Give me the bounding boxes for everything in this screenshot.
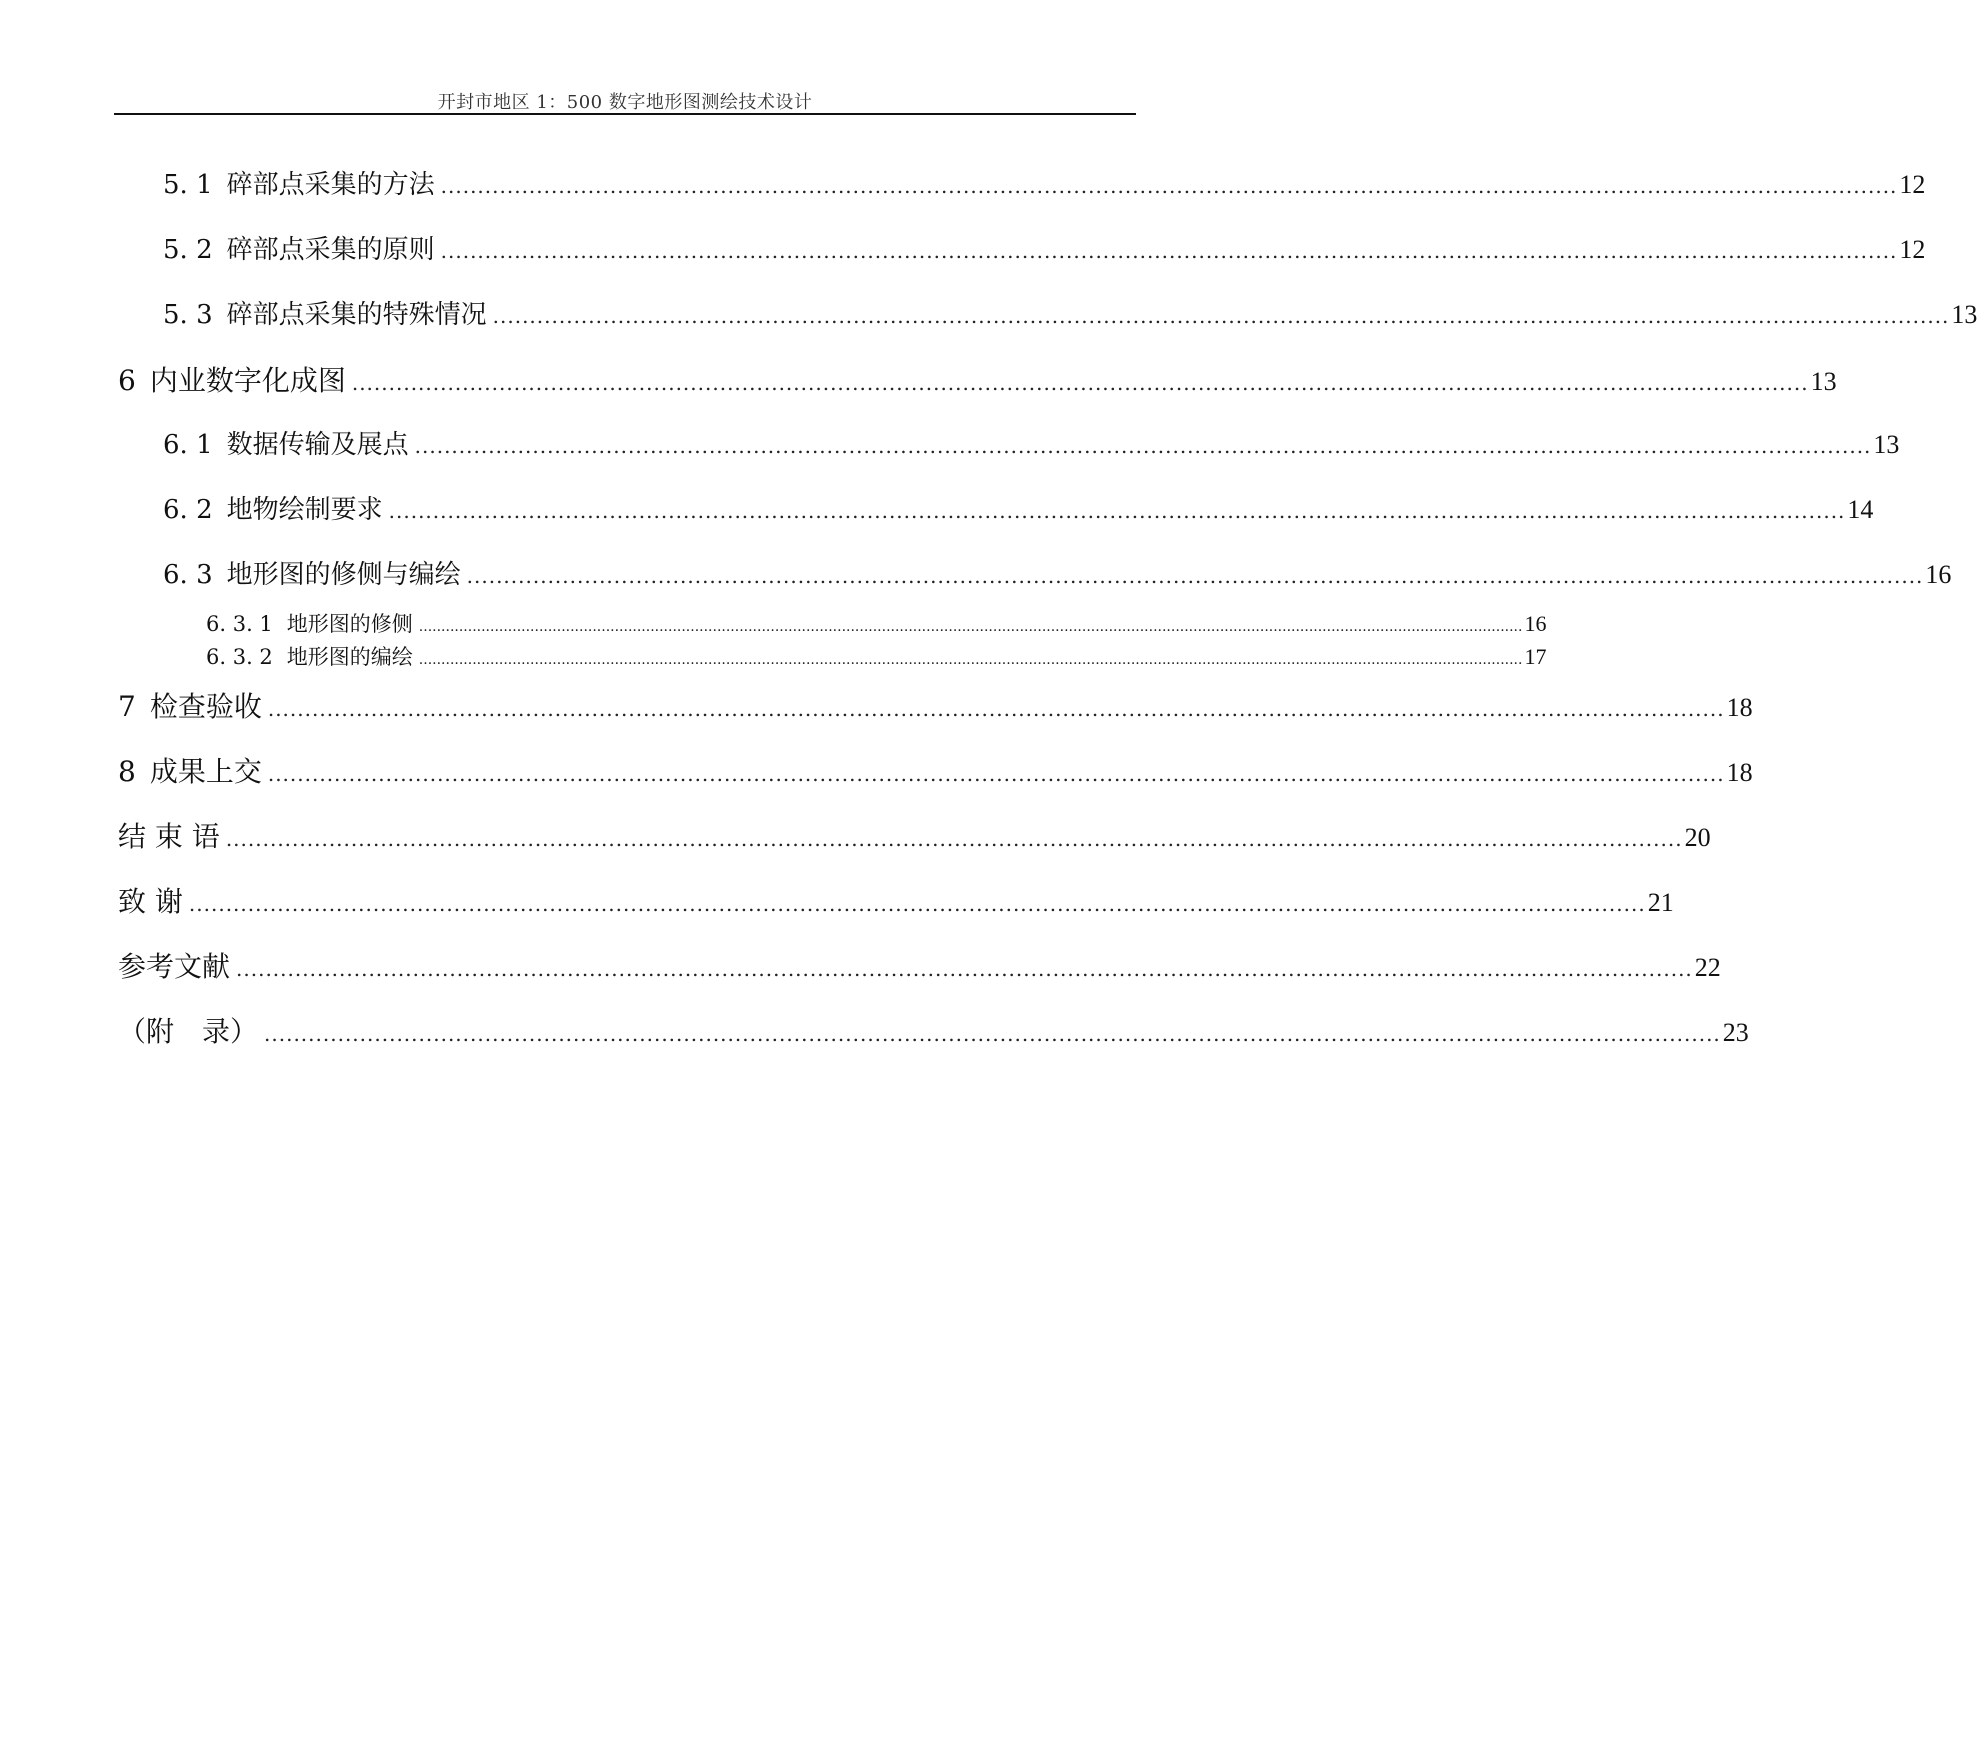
dot-leader: ......................................................................................................................................................................................................	[351, 371, 1809, 395]
dot-leader: ......................................................................................................................................................................................................	[267, 697, 1725, 721]
toc-entry-references[interactable]	[118, 945, 1721, 985]
toc-entry-appendix[interactable]	[118, 1010, 1749, 1050]
toc-entry-page: 14	[1847, 495, 1874, 524]
toc-entry-6-3[interactable]	[163, 554, 1952, 591]
toc-entry-title: 碎部点采集的方法	[226, 170, 435, 200]
dot-leader: ........................................................................................................................................................................................................................................................	[418, 652, 1523, 668]
toc-entry-title: （附 录）	[118, 1015, 259, 1048]
toc-entry-title: 检查验收	[149, 690, 262, 723]
toc-entry-6-1[interactable]	[163, 424, 1900, 461]
toc-entry-number: 5. 1	[163, 170, 213, 200]
toc-entry-8[interactable]	[118, 750, 1753, 790]
toc-entry-title: 碎部点采集的原则	[226, 235, 435, 265]
toc-entry-number: 6. 3. 2	[206, 645, 273, 669]
toc-entry-title: 数据传输及展点	[226, 430, 409, 460]
toc-entry-page: 18	[1726, 758, 1753, 787]
toc-entry-number: 5. 2	[163, 235, 213, 265]
toc-entry-page: 20	[1684, 823, 1711, 852]
toc-entry-page: 18	[1726, 693, 1753, 722]
toc-entry-title: 成果上交	[149, 755, 262, 788]
dot-leader: ......................................................................................................................................................................................................	[188, 892, 1646, 916]
toc-entry-title: 地形图的修侧与编绘	[226, 560, 461, 590]
toc-entry-number: 6. 3	[163, 560, 213, 590]
toc-entry-page: 12	[1899, 170, 1926, 199]
dot-leader: ......................................................................................................................................................................................................	[440, 239, 1898, 263]
toc-entry-page: 16	[1925, 560, 1952, 589]
toc-entry-number: 7	[118, 690, 136, 723]
toc-entry-page: 12	[1899, 235, 1926, 264]
toc-entry-number: 5. 3	[163, 300, 213, 330]
toc-entry-title: 碎部点采集的特殊情况	[226, 300, 487, 330]
dot-leader: ......................................................................................................................................................................................................	[414, 434, 1872, 458]
toc-entry-5-2[interactable]	[163, 229, 1926, 266]
toc-entry-number: 6. 2	[163, 495, 213, 525]
toc-entry-5-3[interactable]	[163, 294, 1977, 331]
toc-entry-page: 13	[1951, 300, 1977, 329]
toc-entry-title: 致 谢	[118, 885, 183, 918]
dot-leader: ......................................................................................................................................................................................................	[492, 304, 1950, 328]
toc-entry-page: 17	[1524, 644, 1547, 669]
dot-leader: ......................................................................................................................................................................................................	[225, 827, 1683, 851]
dot-leader: ......................................................................................................................................................................................................	[440, 174, 1898, 198]
toc-entry-6[interactable]	[118, 359, 1837, 399]
toc-entry-page: 21	[1647, 888, 1674, 917]
toc-entry-title: 地形图的编绘	[286, 645, 413, 669]
toc-entry-6-3-1[interactable]	[206, 608, 1547, 638]
running-header: 开封市地区 1：500 数字地形图测绘技术设计	[437, 92, 813, 113]
toc-entry-number: 8	[118, 755, 136, 788]
dot-leader: ......................................................................................................................................................................................................	[236, 957, 1693, 981]
toc-entry-5-1[interactable]	[163, 164, 1926, 201]
dot-leader: ......................................................................................................................................................................................................	[388, 499, 1846, 523]
toc-entry-acknowledgements[interactable]	[118, 880, 1674, 920]
dot-leader: ......................................................................................................................................................................................................	[264, 1022, 1721, 1046]
toc-entry-page: 13	[1810, 367, 1837, 396]
toc-entry-7[interactable]	[118, 685, 1753, 725]
toc-entry-page: 16	[1524, 611, 1547, 636]
dot-leader: ......................................................................................................................................................................................................	[267, 762, 1725, 786]
toc-entry-conclusion[interactable]	[118, 815, 1711, 855]
toc-entry-title: 内业数字化成图	[149, 364, 346, 397]
toc-entry-6-3-2[interactable]	[206, 641, 1547, 671]
toc-entry-page: 22	[1694, 953, 1721, 982]
toc-entry-number: 6. 1	[163, 430, 213, 460]
dot-leader: ........................................................................................................................................................................................................................................................	[418, 619, 1523, 635]
toc-entry-title: 地形图的修侧	[286, 612, 413, 636]
toc-entry-number: 6. 3. 1	[206, 612, 273, 636]
dot-leader: ......................................................................................................................................................................................................	[466, 564, 1924, 588]
toc-entry-title: 地物绘制要求	[226, 495, 383, 525]
toc-entry-title: 结 束 语	[118, 820, 220, 853]
toc-entry-number: 6	[118, 364, 136, 397]
toc-entry-title: 参考文献	[118, 950, 231, 983]
toc-entry-page: 23	[1722, 1018, 1749, 1047]
toc-entry-6-2[interactable]	[163, 489, 1874, 526]
toc-entry-page: 13	[1873, 430, 1900, 459]
